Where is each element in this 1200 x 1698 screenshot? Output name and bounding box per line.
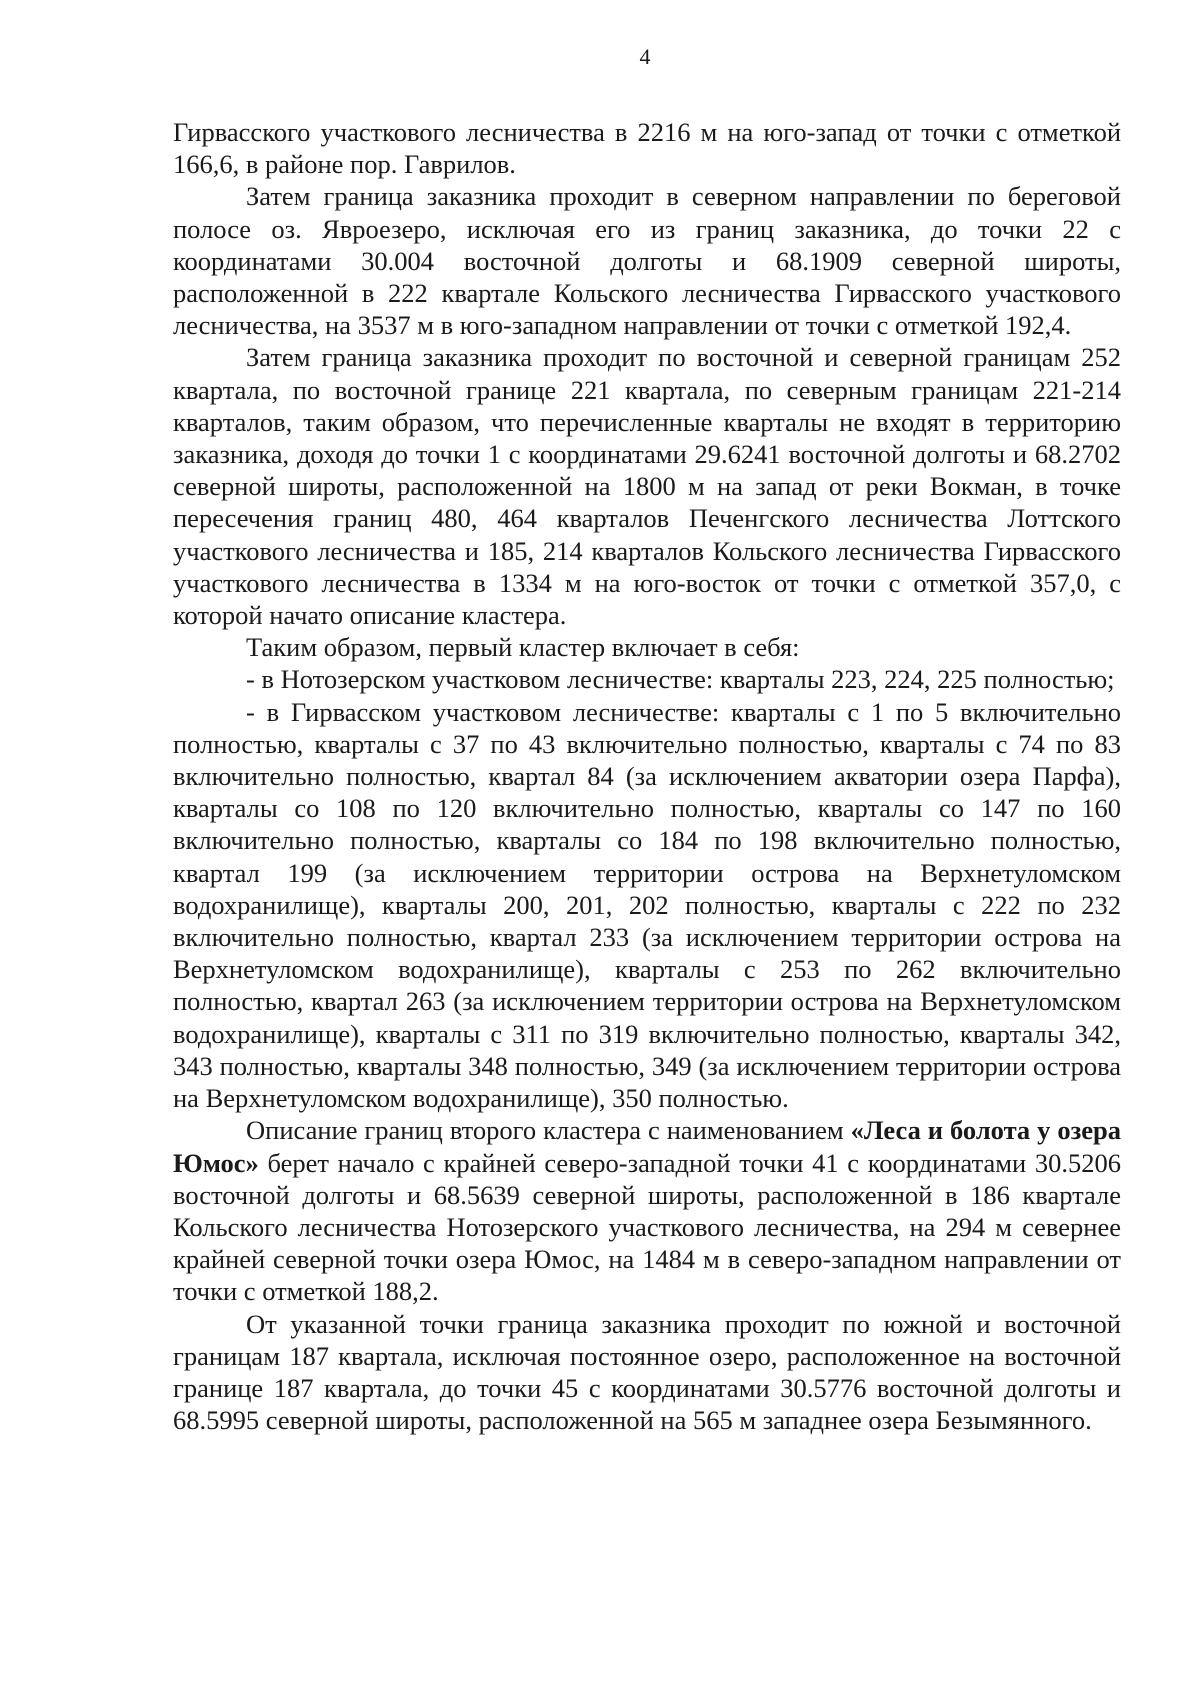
paragraph: Таким образом, первый кластер включает в себя:: [246, 632, 800, 663]
cluster-name: «Леса и болота у озера Юмос»: [173, 1115, 1121, 1178]
document-body: [173, 116, 1121, 1436]
paragraph: Гирвасского участкового лесничества в 2216 м на юго-запад от точки с отметкой 166,6, в районе пор. Гаврилов.: [173, 117, 1121, 180]
paragraph: [173, 1114, 1121, 1307]
list-item: - в Гирвасском участковом лесничестве: кварталы с 1 по 5 включительно полностью, кварталы с 37 по 43 включительно полностью, кварталы с 74 по 83 включительно полностью, квартал 84 (за исключением акватории озера Парфа), кварталы со 108 по 120 включительно полностью, кварталы со 147 по 160 включительно полностью, кварталы со 184 по 198 включительно полностью, квартал 199 (за исключением территории острова на Верхнетуломском водохранилище), кварталы 200, 201, 202 полностью, кварталы с 222 по 232 включительно полностью, квартал 233 (за исключением территории острова на Верхнетуломском водохранилище), кварталы с 253 по 262 включительно полностью, квартал 263 (за исключением территории острова на Верхнетуломском водохранилище), кварталы с 311 по 319 включительно полностью, кварталы 342, 343 полностью, кварталы 348 полностью, 349 (за исключением территории острова на Верхнетуломском водохранилище), 350 полностью.: [173, 696, 1121, 1114]
paragraph: От указанной точки граница заказника проходит по южной и восточной границам 187 квартала, исключая постоянное озеро, расположенное на восточной границе 187 квартала, до точки 45 с координатами 30.5776 восточной долготы и 68.5995 северной широты, расположенной на 565 м западнее озера Безымянного.: [173, 1308, 1121, 1436]
page-number: 4: [639, 44, 651, 69]
paragraph-rest: берет начало с крайней северо-западной точки 41 с координатами 30.5206 восточной долготы и 68.5639 северной широты, расположенной в 186 квартале Кольского лесничества Нотозерского участкового лесничества, на 294 м севернее крайней северной точки озера Юмос, на 1484 м в северо-западном направлении от точки с отметкой 188,2.: [173, 1147, 1121, 1307]
paragraph-lead: Описание границ второго кластера с наименованием: [246, 1115, 851, 1146]
paragraph: Затем граница заказника проходит в северном направлении по береговой полосе оз. Явроезеро, исключая его из границ заказника, до точки 22 с координатами 30.004 восточной долготы и 68.1909 северной широты, расположенной в 222 квартале Кольского лесничества Гирвасского участкового лесничества, на 3537 м в юго-западном направлении от точки с отметкой 192,4.: [173, 181, 1121, 341]
paragraph: Затем граница заказника проходит по восточной и северной границам 252 квартала, по восточной границе 221 квартала, по северным границам 221-214 кварталов, таким образом, что перечисленные кварталы не входят в территорию заказника, доходя до точки 1 с координатами 29.6241 восточной долготы и 68.2702 северной широты, расположенной на 1800 м на запад от реки Вокман, в точке пересечения границ 480, 464 кварталов Печенгского лесничества Лоттского участкового лесничества и 185, 214 кварталов Кольского лесничества Гирвасского участкового лесничества в 1334 м на юго-восток от точки с отметкой 357,0, с которой начато описание кластера.: [173, 342, 1121, 631]
list-item: - в Нотозерском участковом лесничестве: кварталы 223, 224, 225 полностью;: [246, 664, 1115, 695]
